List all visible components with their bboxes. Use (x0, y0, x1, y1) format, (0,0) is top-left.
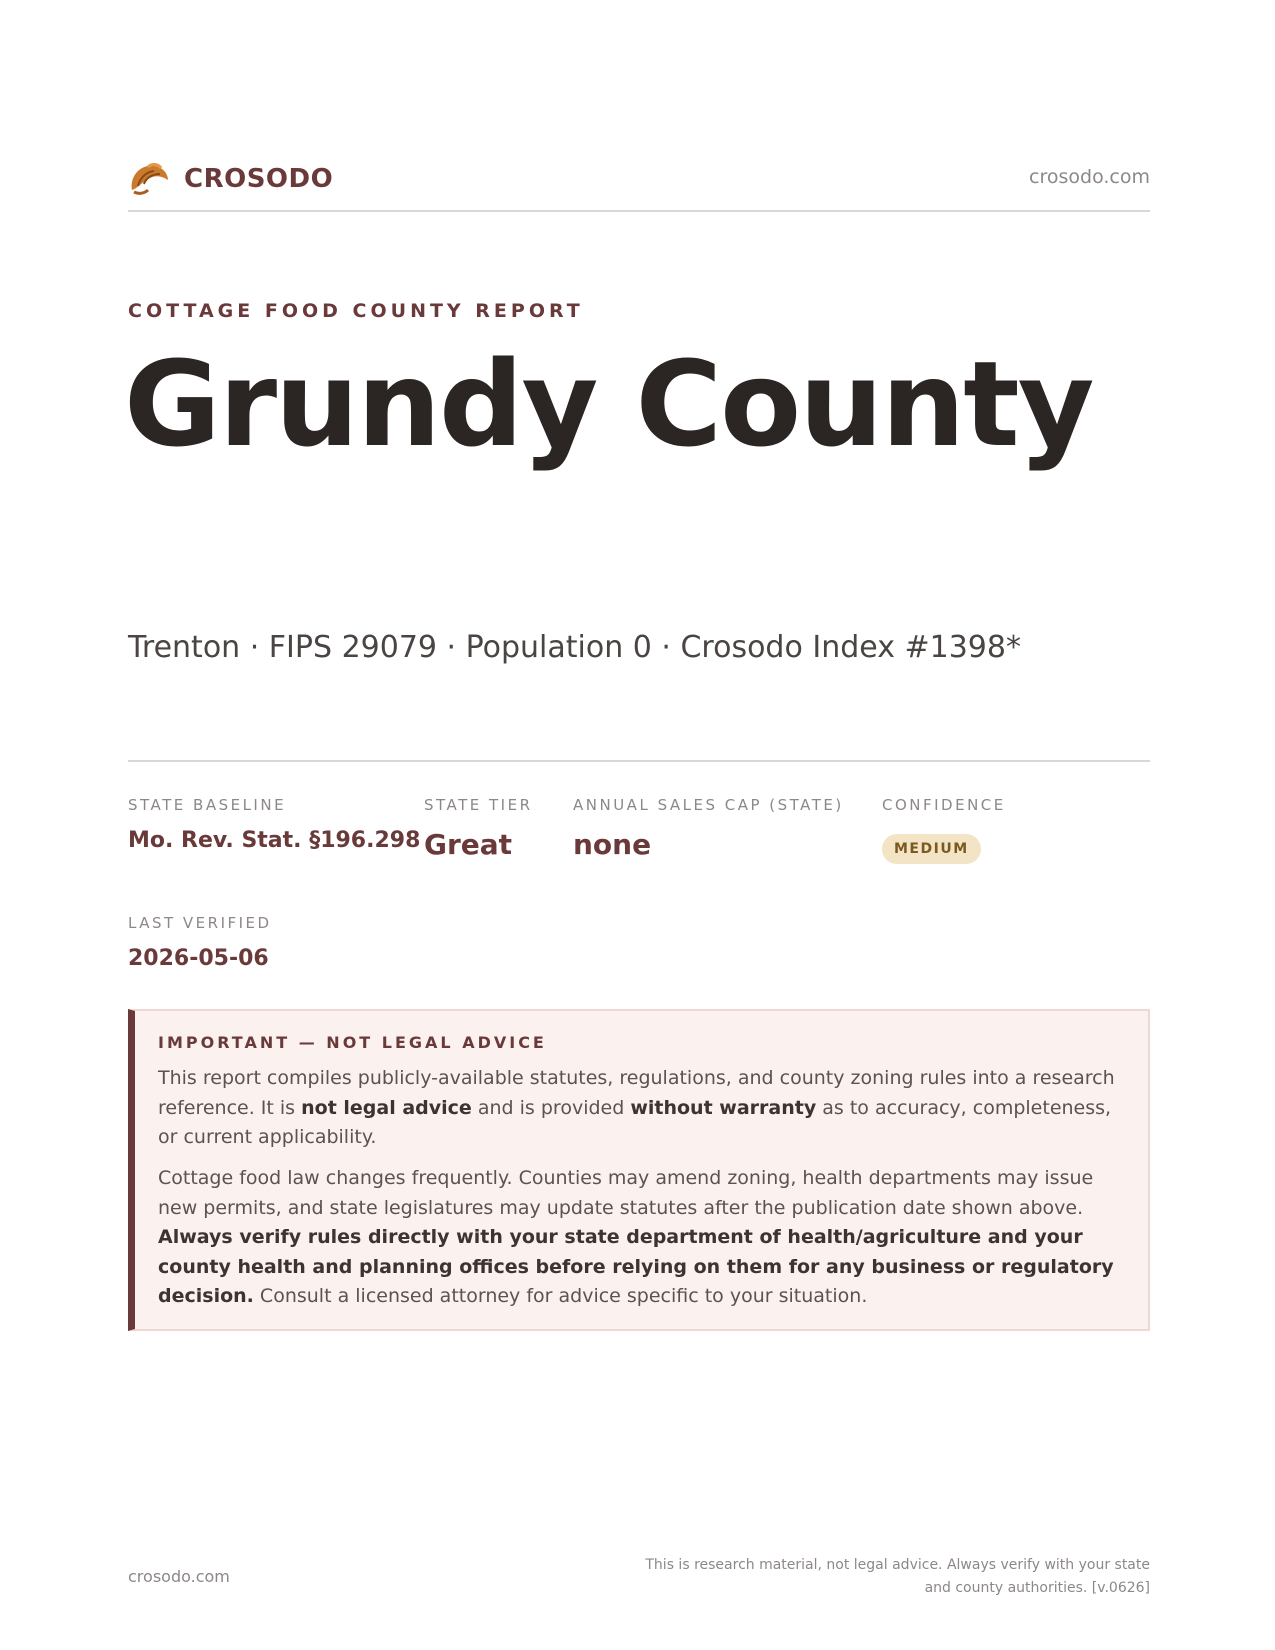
last-verified-label: LAST VERIFIED (128, 914, 272, 932)
report-type-label: COTTAGE FOOD COUNTY REPORT (128, 300, 584, 322)
state-tier-value: Great (424, 828, 513, 861)
legal-notice-box (128, 1009, 1150, 1331)
confidence-label: CONFIDENCE (882, 796, 1006, 814)
state-baseline-label: STATE BASELINE (128, 796, 287, 814)
footer-url-link[interactable]: crosodo.com (128, 1567, 230, 1586)
county-summary: Trenton · FIPS 29079 · Population 0 · Crosodo Index #1398* (128, 630, 1021, 665)
state-tier-label: STATE TIER (424, 796, 533, 814)
notice-paragraph-2: Cottage food law changes frequently. Counties may amend zoning, health departments may issue new permits, and state legislatures may update statutes after the publication date shown above. Always verify rules directly with your state department of health/agriculture and your county health and planning offices before relying on them for any business or regulatory decision. Consult a licensed attorney for advice specific to your situation. (158, 1167, 1114, 1307)
brand-name: CROSODO (184, 164, 334, 194)
brand[interactable] (128, 160, 333, 198)
notice-title: IMPORTANT — NOT LEGAL ADVICE (158, 1033, 547, 1052)
last-verified-value: 2026-05-06 (128, 946, 269, 971)
section-divider (128, 760, 1150, 762)
footer-disclaimer-line-2: and county authorities. [v.0626] (924, 1580, 1150, 1596)
page-title: Grundy County (124, 335, 1093, 473)
state-baseline-value: Mo. Rev. Stat. §196.298 (128, 828, 421, 853)
confidence-badge: MEDIUM (882, 834, 981, 864)
sales-cap-label: ANNUAL SALES CAP (STATE) (573, 796, 844, 814)
header-url-link[interactable]: crosodo.com (1029, 166, 1150, 188)
sales-cap-value: none (573, 828, 652, 861)
croissant-icon (128, 160, 170, 198)
footer-disclaimer (590, 1554, 1150, 1600)
notice-paragraph-1: This report compiles publicly-available statutes, regulations, and county zoning rules into a research reference. It is not legal advice and is provided without warranty as to accuracy, completeness, or current applicability. (158, 1067, 1115, 1148)
report-page (124, 0, 1150, 1650)
page-header (128, 150, 1150, 212)
footer-disclaimer-line-1: This is research material, not legal advice. Always verify with your state (645, 1557, 1150, 1573)
